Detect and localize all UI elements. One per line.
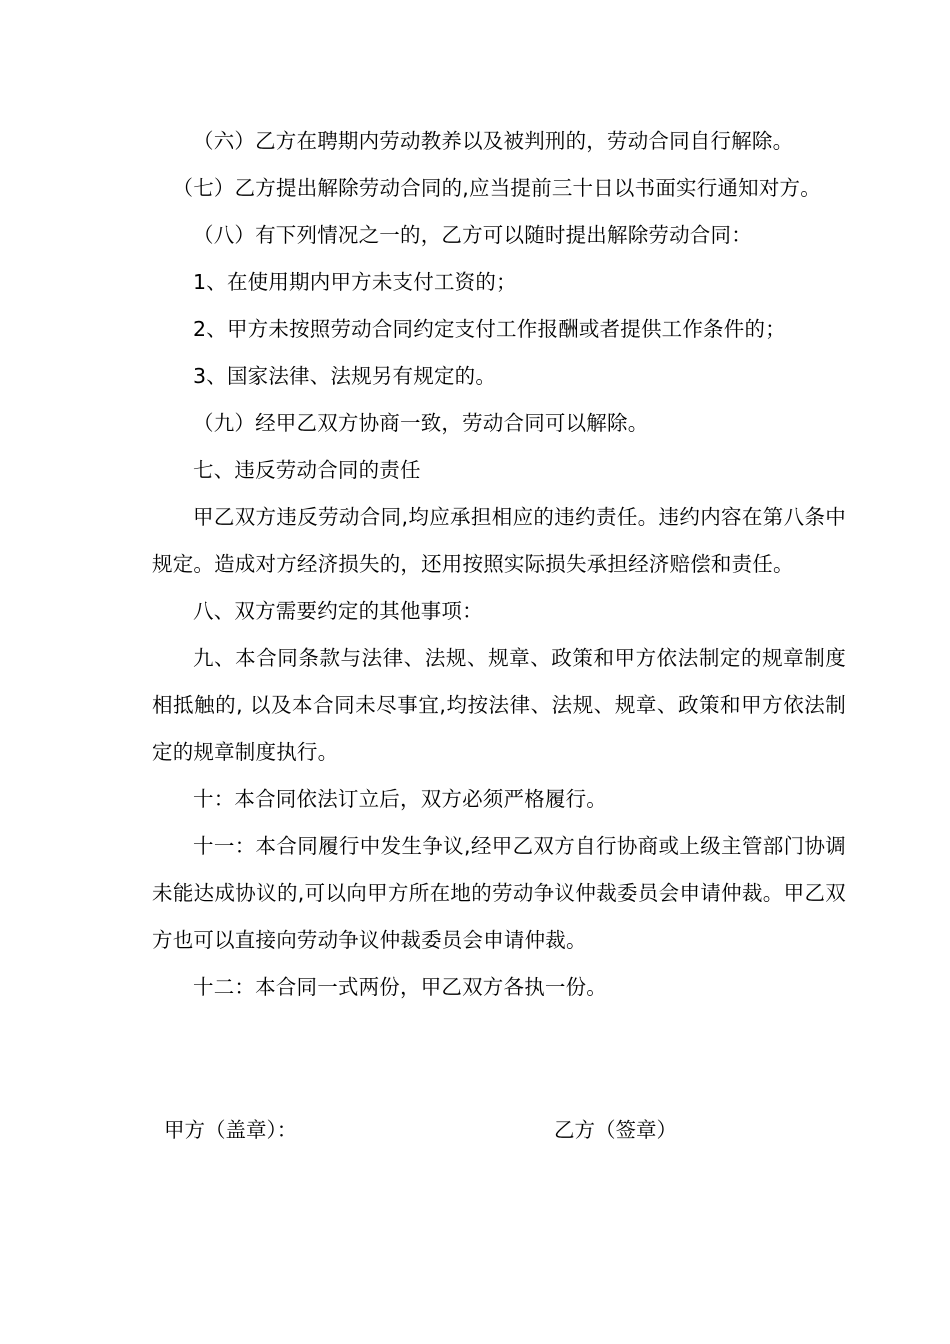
clause-item-1: 1、在使用期内甲方未支付工资的；: [193, 270, 517, 294]
section-nine-body: 九、本合同条款与法律、法规、规章、政策和甲方依法制定的规章制度相抵触的, 以及本合同未尽事宜,均按法律、法规、规章、政策和甲方依法制定的规章制度执行。: [152, 646, 846, 764]
clause-paragraph-7: （七）乙方提出解除劳动合同的,应当提前三十日以书面实行通知对方。: [172, 176, 821, 200]
section-heading-seven: 七、违反劳动合同的责任: [193, 458, 421, 482]
section-seven-body: 甲乙双方违反劳动合同,均应承担相应的违约责任。违约内容在第八条中规定。造成对方经济损失的，还用按照实际损失承担经济赔偿和责任。: [152, 505, 846, 576]
clause-paragraph-8: （八）有下列情况之一的，乙方可以随时提出解除劳动合同：: [193, 223, 752, 247]
clause-item-2: 2、甲方未按照劳动合同约定支付工作报酬或者提供工作条件的；: [193, 317, 786, 341]
clause-item-3: 3、国家法律、法规另有规定的。: [193, 364, 497, 388]
signature-spacer: [152, 1011, 846, 1107]
party-a-signature-label: 甲方（盖章）：: [164, 1118, 298, 1142]
document-body: [152, 118, 846, 1154]
signature-block: [152, 1107, 846, 1154]
clause-paragraph-9: （九）经甲乙双方协商一致，劳动合同可以解除。: [193, 411, 649, 435]
section-ten-body: 十：本合同依法订立后，双方必须严格履行。: [193, 787, 607, 811]
clause-paragraph-6: （六）乙方在聘期内劳动教养以及被判刑的，劳动合同自行解除。: [193, 129, 794, 153]
section-heading-eight: 八、双方需要约定的其他事项：: [193, 599, 483, 623]
section-eleven-body: 十一：本合同履行中发生争议,经甲乙双方自行协商或上级主管部门协调未能达成协议的,可以向甲方所在地的劳动争议仲裁委员会申请仲裁。甲乙双方也可以直接向劳动争议仲裁委员会申请仲裁。: [152, 834, 846, 952]
party-b-signature-label: 乙方（签章）: [554, 1118, 677, 1142]
section-twelve-body: 十二：本合同一式两份，甲乙双方各执一份。: [193, 975, 607, 999]
